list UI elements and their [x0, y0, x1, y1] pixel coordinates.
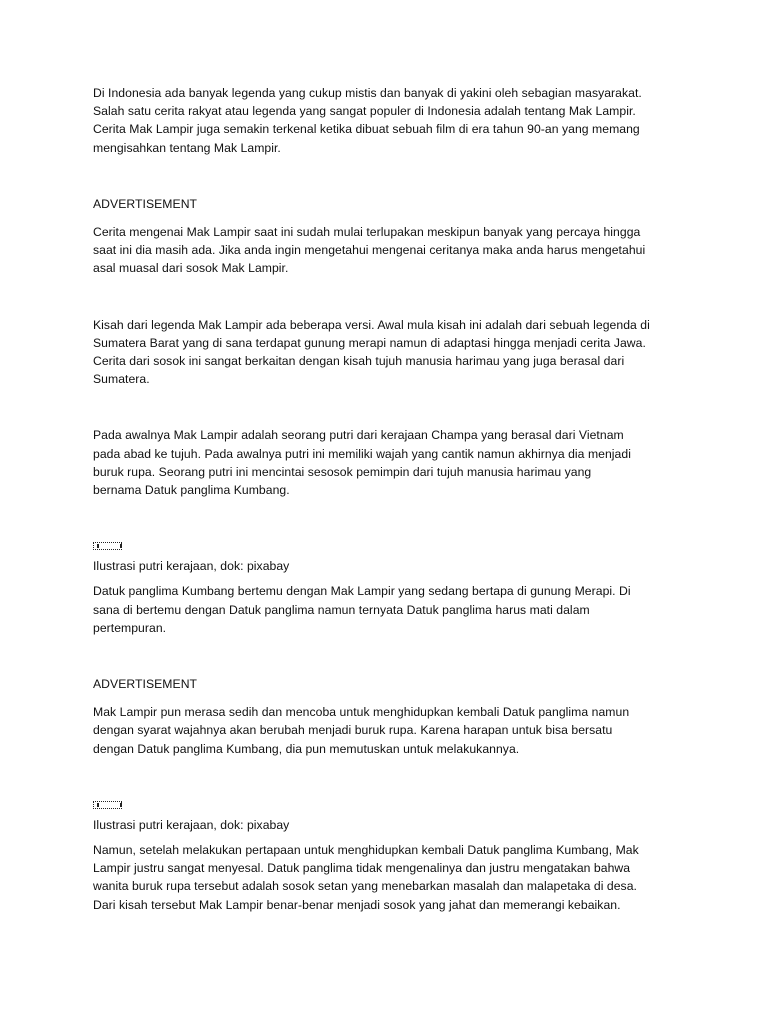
image-caption: Ilustrasi putri kerajaan, dok: pixabay: [93, 559, 290, 574]
paragraph-intro: [93, 84, 685, 157]
text-line: Datuk panglima Kumbang bertemu dengan Mak Lampir yang sedang bertapa di gunung Merapi. Di: [93, 584, 631, 599]
text-line: mengisahkan tentang Mak Lampir.: [93, 140, 281, 155]
text-line: dengan Datuk panglima Kumbang, dia pun memutuskan untuk melakukannya.: [93, 741, 520, 756]
image-placeholder-icon: [93, 537, 685, 547]
text-line: saat ini dia masih ada. Jika anda ingin mengetahui mengenai ceritanya maka anda harus mengetahui: [93, 243, 646, 258]
text-line: Kisah dari legenda Mak Lampir ada beberapa versi. Awal mula kisah ini adalah dari sebuah legenda di: [93, 317, 650, 332]
advertisement-label: ADVERTISEMENT: [93, 677, 198, 692]
text-line: dengan syarat wajahnya akan berubah menjadi buruk rupa. Karena harapan untuk bisa bersatu: [93, 723, 613, 738]
image-placeholder-icon: [93, 796, 685, 806]
text-line: Mak Lampir pun merasa sedih dan mencoba untuk menghidupkan kembali Datuk panglima namun: [93, 705, 630, 720]
text-line: Namun, setelah melakukan pertapaan untuk menghidupkan kembali Datuk panglima Kumbang, Mak: [93, 843, 639, 858]
document-page: [93, 84, 685, 914]
advertisement-label: ADVERTISEMENT: [93, 196, 198, 211]
text-line: Cerita dari sosok ini sangat berkaitan dengan kisah tujuh manusia harimau yang juga berasal dari: [93, 354, 625, 369]
text-line: Sumatera.: [93, 372, 150, 387]
text-line: bernama Datuk panglima Kumbang.: [93, 483, 290, 498]
text-line: Di Indonesia ada banyak legenda yang cukup mistis dan banyak di yakini oleh sebagian masyarakat.: [93, 86, 642, 100]
paragraph-meeting: [93, 582, 685, 637]
text-line: Sumatera Barat yang di sana terdapat gunung merapi namun di adaptasi hingga menjadi cerita Jawa.: [93, 335, 646, 350]
paragraph-versions: [93, 316, 685, 389]
text-line: Lampir justru sangat menyesal. Datuk panglima tidak mengenalinya dan justru mengatakan bahwa: [93, 861, 631, 876]
text-line: Cerita Mak Lampir juga semakin terkenal ketika dibuat sebuah film di era tahun 90-an yang memang: [93, 122, 640, 137]
paragraph-regret: [93, 841, 685, 914]
paragraph-forgotten: [93, 223, 685, 278]
text-line: Salah satu cerita rakyat atau legenda yang sangat populer di Indonesia adalah tentang Mak Lampir.: [93, 104, 636, 119]
text-line: Pada awalnya Mak Lampir adalah seorang putri dari kerajaan Champa yang berasal dari Vietnam: [93, 428, 624, 443]
text-line: Dari kisah tersebut Mak Lampir benar-benar menjadi sosok yang jahat dan memerangi kebaikan.: [93, 897, 621, 912]
paragraph-champa-princess: [93, 426, 685, 499]
text-line: pada abad ke tujuh. Pada awalnya putri ini memiliki wajah yang cantik namun akhirnya dia menjadi: [93, 446, 631, 461]
text-line: buruk rupa. Seorang putri ini mencintai sesosok pemimpin dari tujuh manusia harimau yang: [93, 464, 592, 479]
paragraph-sacrifice: [93, 703, 685, 758]
text-line: sana di bertemu dengan Datuk panglima namun ternyata Datuk panglima harus mati dalam: [93, 602, 590, 617]
text-line: wanita buruk rupa tersebut adalah sosok setan yang menebarkan masalah dan malapetaka di desa.: [93, 879, 637, 894]
text-line: pertempuran.: [93, 620, 167, 635]
image-caption: Ilustrasi putri kerajaan, dok: pixabay: [93, 817, 290, 832]
text-line: Cerita mengenai Mak Lampir saat ini sudah mulai terlupakan meskipun banyak yang percaya hingga: [93, 225, 641, 240]
text-line: asal muasal dari sosok Mak Lampir.: [93, 261, 289, 276]
